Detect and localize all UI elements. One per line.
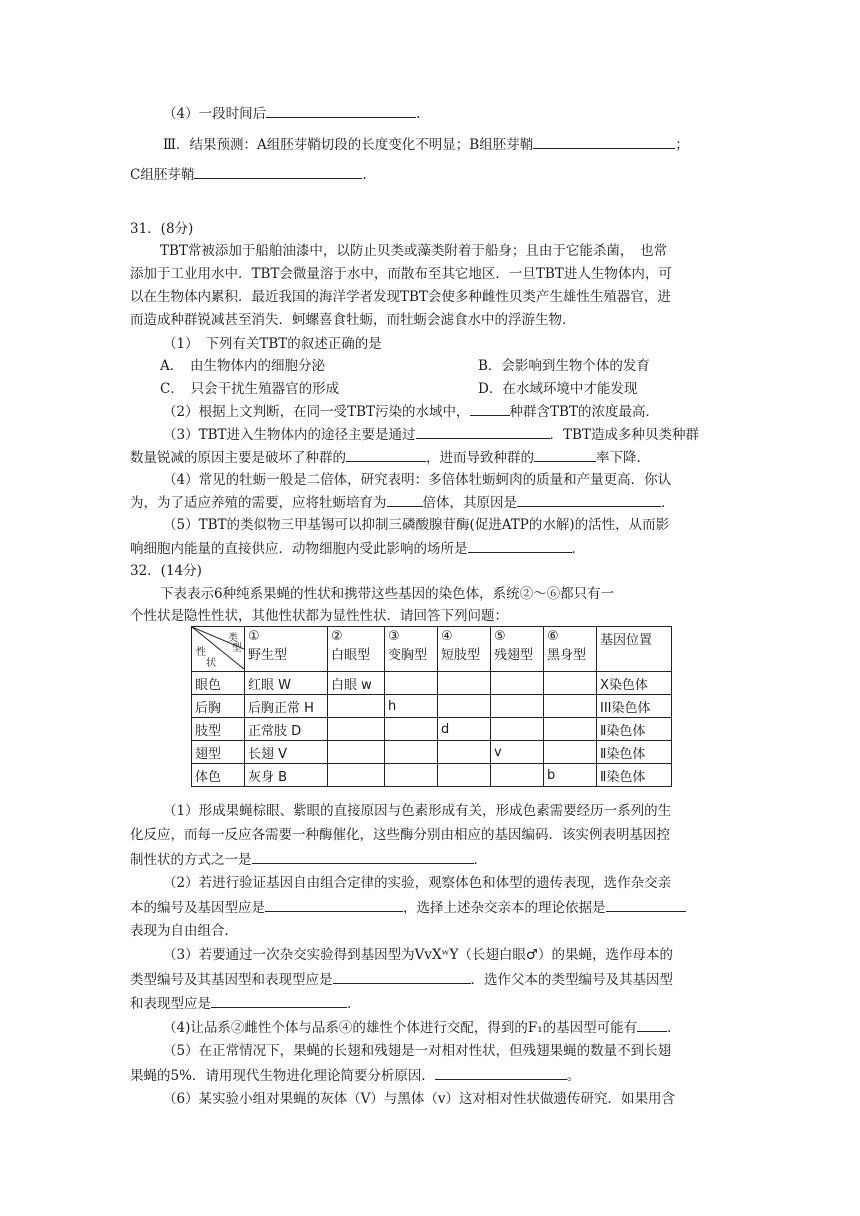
q31-para-line: 添加于工业用水中．TBT会微量溶于水中，而散布至其它地区．一旦TBT进人生物体内，可 xyxy=(130,266,672,282)
result-line-ab: Ⅲ．结果预测：A组胚芽鞘切段的长度变化不明显；B组胚芽鞘 ； xyxy=(163,134,689,155)
answer-blank[interactable] xyxy=(333,969,471,984)
answer-blank[interactable] xyxy=(346,447,426,462)
answer-blank[interactable] xyxy=(606,897,686,912)
answer-blank[interactable] xyxy=(416,424,550,439)
q32-sub5-cont: 果蝇的5%．请用现代生物进化理论简要分析原因． 。 xyxy=(130,1065,580,1086)
q32-sub1-cont: 制性状的方式之一是 ． xyxy=(130,849,487,870)
answer-blank[interactable] xyxy=(435,1065,567,1080)
answer-blank[interactable] xyxy=(252,849,474,864)
q32-intro-line: 下表表示6种纯系果蝇的性状和携带这些基因的染色体，系统②～⑥都只有一 xyxy=(160,586,615,602)
answer-blank[interactable] xyxy=(266,103,416,118)
q32-sub3-cont: 类型编号及其基因型和表现型应是 ．选作父本的类型编号及其基因型 xyxy=(130,969,673,990)
answer-blank[interactable] xyxy=(265,897,403,912)
answer-blank[interactable] xyxy=(468,538,572,553)
q32-sub2: （2）若进行验证基因自由组合定律的实验，观察体色和体型的遗传表现，选作杂交亲 xyxy=(163,875,672,891)
col-header: ④ 短肢型 xyxy=(438,627,491,672)
col-header: ⑤ 残翅型 xyxy=(491,627,544,672)
answer-blank[interactable] xyxy=(211,993,347,1008)
option-a[interactable]: A． 由生物体内的细胞分泌 xyxy=(160,358,325,374)
option-b[interactable]: B．会影响到生物个体的发育 xyxy=(478,358,650,374)
answer-blank[interactable] xyxy=(517,492,661,507)
answer-blank[interactable] xyxy=(637,1017,667,1032)
answer-blank[interactable] xyxy=(387,492,423,507)
q32-sub1-cont: 化反应，而每一反应各需要一种酶催化，这些酶分别由相应的基因编码．该实例表明基因控 xyxy=(130,827,670,843)
col-header: ⑥ 黑身型 xyxy=(544,627,597,672)
gene-table xyxy=(191,626,672,787)
table-header-row xyxy=(192,627,672,672)
q31-sub2: （2）根据上文判断，在同一受TBT污染的水域中， 种群含TBT的浓度最高． xyxy=(163,401,659,422)
q31-sub3: （3）TBT进入生物体内的途径主要是通过 ．TBT造成多种贝类种群 xyxy=(163,424,699,445)
q32-sub1: （1）形成果蝇棕眼、紫眼的直接原因与色素形成有关，形成色素需要经历一系列的生 xyxy=(163,803,672,819)
table-row: 体色 灰身 B b Ⅱ染色体 xyxy=(192,764,672,787)
answer-blank[interactable] xyxy=(534,447,596,462)
answer-blank[interactable] xyxy=(533,134,675,149)
q31-sub3-cont: 数量锐减的原因主要是破坏了种群的 ，进而导致种群的 率下降． xyxy=(130,447,650,468)
q32-sub3-cont: 和表现型应是 ． xyxy=(130,993,361,1014)
q31-para-line: 以在生物体内累积．最近我国的海洋学者发现TBT会使多种雌性贝类产生雄性生殖器官，进 xyxy=(130,289,671,305)
table-row: 眼色 红眼 W 白眼 w X染色体 xyxy=(192,672,672,695)
q31-para-line: 而造成种群锐减甚至消失．蚵螺喜食牡蛎，而牡蛎会滤食水中的浮游生物． xyxy=(130,312,576,328)
col-header-position: 基因位置 xyxy=(597,627,672,672)
option-c[interactable]: C． 只会干扰生殖器官的形成 xyxy=(160,381,340,397)
option-d[interactable]: D．在水域环境中才能发现 xyxy=(478,381,638,397)
table-row: 翅型 长翅 V v Ⅱ染色体 xyxy=(192,741,672,764)
q32-sub2-cont: 本的编号及基因型应是 ，选择上述杂交亲本的理论依据是 xyxy=(130,897,686,918)
corner-cell: 类 型 性 状 xyxy=(192,627,245,672)
q31-sub4: （4）常见的牡蛎一般是二倍体，研究表明：多倍体牡蛎蚵肉的质量和产量更高．你认 xyxy=(163,472,672,488)
q31-heading: 31．(8分) xyxy=(130,221,194,237)
answer-blank[interactable] xyxy=(194,164,362,179)
q31-sub5-cont: 响细胞内能量的直接供应．动物细胞内受此影响的场所是 ． xyxy=(130,538,585,559)
col-header: ③ 变胸型 xyxy=(385,627,438,672)
col-header: ② 白眼型 xyxy=(328,627,385,672)
q31-sub5: （5）TBT的类似物三甲基锡可以抑制三磷酸腺苷酶(促进ATP的水解)的活性，从而影 xyxy=(163,517,670,533)
col-header: ① 野生型 xyxy=(245,627,328,672)
q31-para-line: TBT常被添加于船舶油漆中，以防止贝类或藻类附着于船身；且由于它能杀菌， 也常 xyxy=(160,243,668,259)
table-row: 后胸 后胸正常 H h III染色体 xyxy=(192,695,672,718)
q32-heading: 32．(14分) xyxy=(130,563,202,579)
answer-blank[interactable] xyxy=(470,401,510,416)
q31-sub4-cont: 为，为了适应养殖的需要，应将牡蛎培育为 倍体，其原因是 ． xyxy=(130,492,675,513)
q32-sub4: （4)让品系②雌性个体与品系④的雄性个体进行交配，得到的F₁的基因型可能有 ． xyxy=(163,1017,681,1038)
q31-sub1: （1） 下列有关TBT的叙述正确的是 xyxy=(163,336,382,352)
q32-intro-line: 个性状是隐性性状，其他性状都为显性性状．请回答下列问题： xyxy=(130,608,508,624)
result-line-c: C组胚芽鞘 . xyxy=(130,164,367,185)
table-row: 肢型 正常肢 D d Ⅱ染色体 xyxy=(192,718,672,741)
step4-line: （4）一段时间后 . xyxy=(163,103,420,124)
q32-sub3: （3）若要通过一次杂交实验得到基因型为VvXʷY（长翅白眼♂）的果蝇，选作母本的 xyxy=(163,947,673,963)
q32-sub6: （6）某实验小组对果蝇的灰体（V）与黑体（v）这对相对性状做遗传研究．如果用含 xyxy=(163,1091,675,1107)
q32-sub5: （5）在正常情况下，果蝇的长翅和残翅是一对相对性状，但残翅果蝇的数量不到长翅 xyxy=(163,1043,672,1059)
q32-sub2-cont: 表现为自由组合． xyxy=(130,923,238,939)
